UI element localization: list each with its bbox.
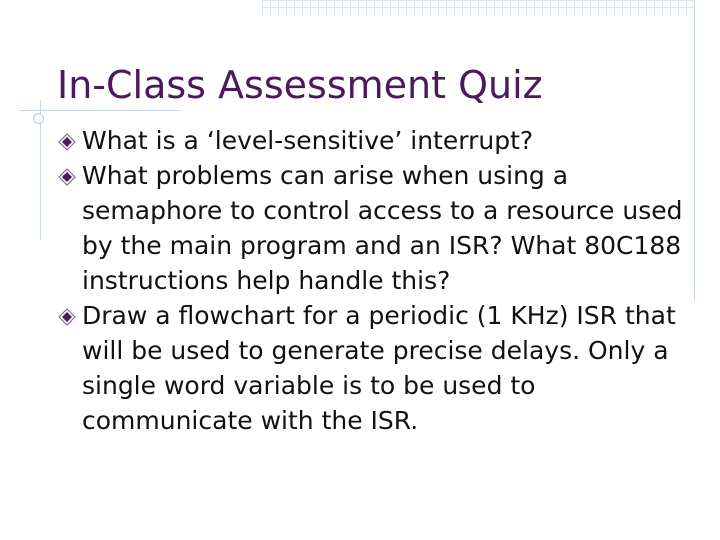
bullet-item-1: [82, 123, 712, 158]
diamond-bullet-icon: [58, 133, 76, 151]
bullet-text: What problems can arise when using a semaphore to control access to a resource used by the main program and an ISR? What 80C188 instructions help handle this?: [82, 161, 683, 295]
bullet-item-3: [82, 298, 712, 438]
diamond-bullet-icon: [58, 308, 76, 326]
diamond-bullet-icon: [58, 168, 76, 186]
decorative-horizontal-line: [20, 110, 180, 111]
bullet-text: Draw a flowchart for a periodic (1 KHz) ISR that will be used to generate precise delays. Only a single word variable is to be used to communicate with the ISR.: [82, 301, 676, 435]
bullet-list: [82, 123, 712, 438]
bullet-item-2: [82, 158, 712, 298]
slide-title: In-Class Assessment Quiz: [57, 63, 543, 107]
bullet-text: What is a ‘level-sensitive’ interrupt?: [82, 126, 534, 155]
decorative-grid: [262, 0, 694, 14]
decorative-circle: [33, 113, 44, 124]
